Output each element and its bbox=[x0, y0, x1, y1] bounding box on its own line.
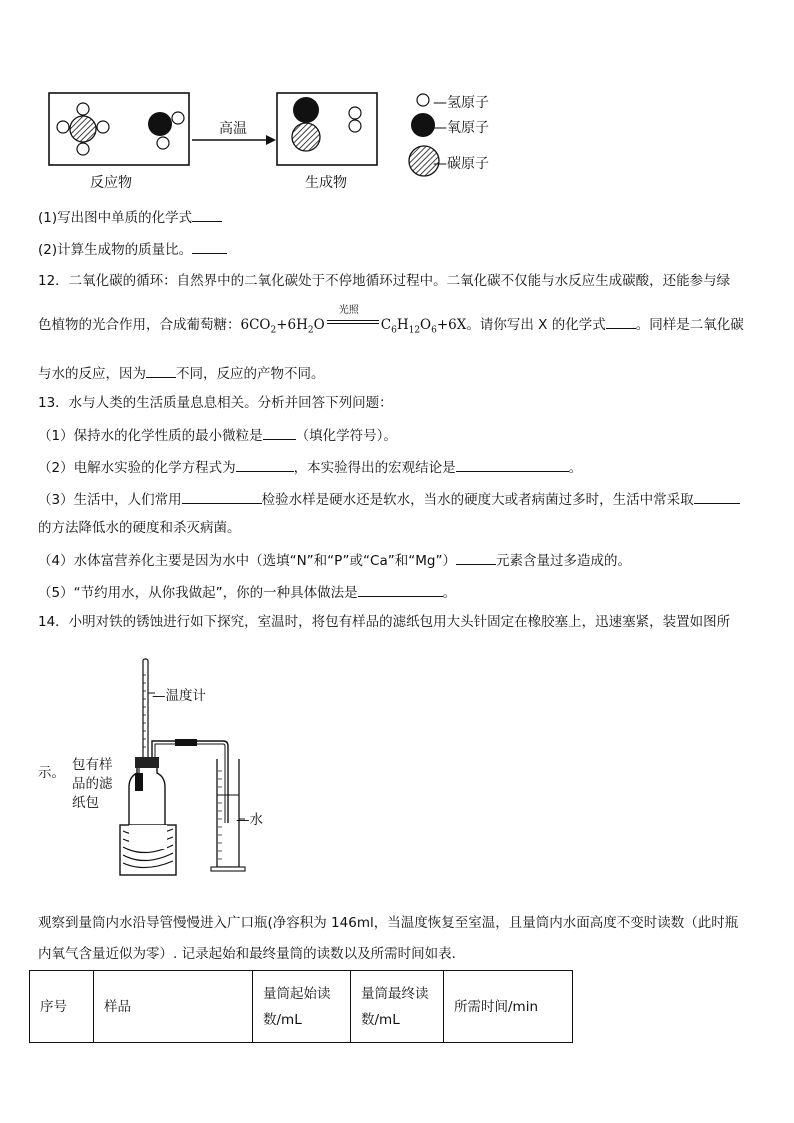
photosynthesis-equation: $6CO_2+6H_2O$ 光照 $C_6H_{12}O_6+6X$ bbox=[241, 317, 467, 333]
q13-part1: （1）保持水的化学性质的最小微粒是 （填化学符号）。 bbox=[38, 425, 397, 446]
answer-blank[interactable] bbox=[182, 489, 262, 504]
carbon-monoxide-molecule bbox=[292, 97, 320, 151]
answer-blank[interactable] bbox=[694, 489, 740, 504]
q13-part3: （3）生活中，人们常用 检验水样是硬水还是软水，当水的硬度大或者病菌过多时，生活中常采取 bbox=[38, 489, 740, 510]
q14-observation-line1: 观察到量筒内水沿导管慢慢进入广口瓶(净容积为 146ml，当温度恢复至室温，且量筒内水面高度不变时读数（此时瓶 bbox=[38, 915, 739, 931]
q13-title: 13．水与人类的生活质量息息相关。分析并回答下列问题： bbox=[38, 395, 393, 411]
answer-blank[interactable] bbox=[192, 207, 222, 222]
answer-blank[interactable] bbox=[146, 363, 176, 378]
water-label: —水 bbox=[236, 812, 263, 828]
answer-blank[interactable] bbox=[192, 239, 227, 254]
q14-line2: 示。 bbox=[38, 765, 65, 781]
answer-blank[interactable] bbox=[236, 457, 294, 472]
q13-part3-cont: 的方法降低水的硬度和杀灭病菌。 bbox=[38, 520, 241, 536]
answer-blank[interactable] bbox=[358, 582, 443, 597]
answer-blank[interactable] bbox=[456, 457, 569, 472]
header-time: 所需时间/min bbox=[444, 971, 573, 1043]
reactant-label: 反应物 bbox=[90, 175, 132, 191]
hydrogen-atom-icon bbox=[417, 94, 429, 106]
product-label: 生成物 bbox=[305, 175, 347, 191]
oxygen-atom-icon bbox=[411, 113, 435, 137]
answer-blank[interactable] bbox=[263, 425, 296, 440]
arrow-condition-label: 高温 bbox=[219, 121, 247, 137]
filter-paper-packet bbox=[135, 773, 143, 791]
q13-part5: （5）“节约用水，从你我做起”，你的一种具体做法是 。 bbox=[38, 582, 456, 603]
rubber-stopper bbox=[135, 757, 159, 768]
legend-oxygen-label: —氧原子 bbox=[433, 120, 489, 136]
q12-line3: 与水的反应，因为 不同，反应的产物不同。 bbox=[38, 363, 325, 384]
equation-condition: 光照 bbox=[338, 305, 359, 316]
hydrogen-molecule bbox=[349, 107, 361, 132]
header-sample: 样品 bbox=[94, 971, 253, 1043]
q11-part1: (1)写出图中单质的化学式 bbox=[38, 207, 222, 228]
q14-line1: 14．小明对铁的锈蚀进行如下探究，室温时，将包有样品的滤纸包用大头针固定在橡胶塞上，迅速塞紧，装置如图所 bbox=[38, 614, 731, 630]
answer-blank[interactable] bbox=[606, 314, 636, 329]
header-index: 序号 bbox=[30, 971, 94, 1043]
q13-part4: （4）水体富营养化主要是因为水中（选填“N”和“P”或“Ca”和“Mg”） 元素含量过多造成的。 bbox=[38, 550, 631, 571]
legend-carbon-label: —碳原子 bbox=[433, 156, 489, 172]
header-initial-reading: 量筒起始读数/mL bbox=[253, 971, 351, 1043]
q13-part2: （2）电解水实验的化学方程式为 ，本实验得出的宏观结论是 。 bbox=[38, 457, 582, 478]
product-box bbox=[277, 93, 377, 165]
water-molecule bbox=[148, 112, 184, 149]
q11-part2: (2)计算生成物的质量比。 bbox=[38, 239, 227, 260]
arrow-right-icon bbox=[266, 135, 276, 145]
methane-molecule bbox=[57, 103, 109, 155]
answer-blank[interactable] bbox=[456, 550, 496, 565]
table-header-row bbox=[30, 971, 573, 1043]
q14-observation-line2: 内氧气含量近似为零）. 记录起始和最终量筒的读数以及所需时间如表． bbox=[38, 946, 466, 962]
thermometer-label: —温度计 bbox=[152, 688, 206, 704]
sample-packet-label: 包有样 品的滤 纸包 bbox=[72, 757, 113, 811]
header-final-reading: 量筒最终读数/mL bbox=[351, 971, 444, 1043]
legend-hydrogen-label: —氢原子 bbox=[433, 95, 489, 111]
q12-line1: 12．二氧化碳的循环：自然界中的二氧化碳处于不停地循环过程中。二氧化碳不仅能与水反应生成碳酸，还能参与绿 bbox=[38, 273, 731, 289]
results-table bbox=[29, 970, 573, 1043]
q12-line2: 色植物的光合作用，合成葡萄糖：$6CO_2+6H_2O$ 光照 $C_6H_{12}O_6+6X$。请你写出 X 的化学式 。同样是二氧化碳 bbox=[38, 314, 744, 341]
